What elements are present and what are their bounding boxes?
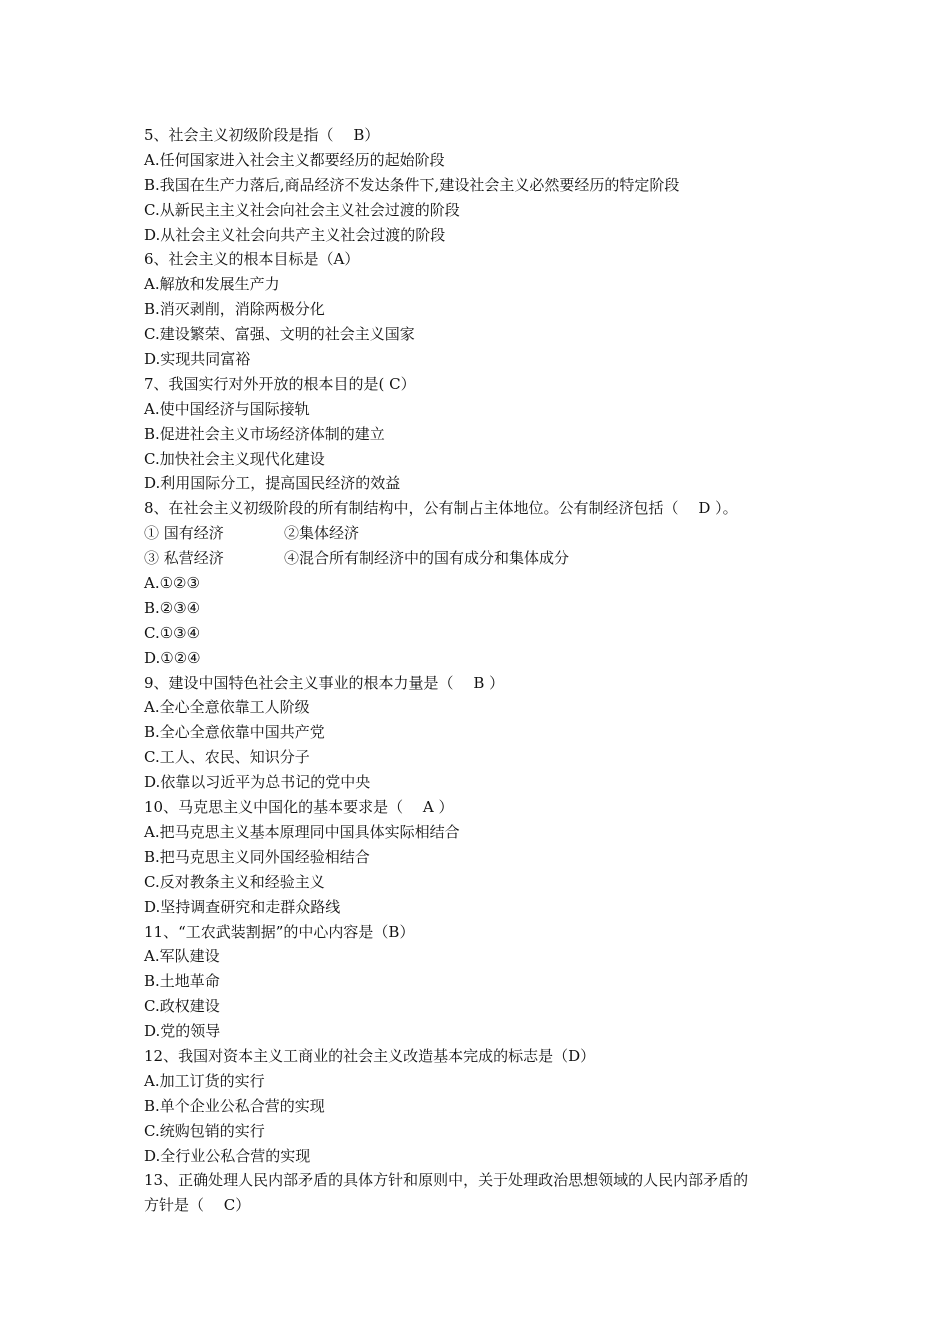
option-c: C.工人、农民、知识分子: [144, 748, 310, 767]
question-9: [144, 671, 824, 795]
sub-item: ① 国有经济: [144, 524, 224, 543]
question-stem: 13、正确处理人民内部矛盾的具体方针和原则中，关于处理政治思想领域的人民内部矛盾的: [144, 1171, 749, 1190]
option-d: D.党的领导: [144, 1022, 221, 1041]
option-b: B.把马克思主义同外国经验相结合: [144, 847, 370, 866]
option-c: C.反对教条主义和经验主义: [144, 872, 325, 891]
question-stem: 5、社会主义初级阶段是指（ B）: [144, 126, 380, 144]
question-stem: 7、我国实行对外开放的根本目的是( C）: [144, 374, 416, 393]
question-stem: 11、“工农武装割据”的中心内容是（B）: [144, 922, 415, 941]
option-c: C.从新民主主义社会向社会主义社会过渡的阶段: [144, 200, 460, 219]
question-10: [144, 795, 824, 919]
option-c: C.建设繁荣、富强、文明的社会主义国家: [144, 325, 415, 344]
option-a: A.加工订货的实行: [144, 1071, 265, 1090]
question-stem: 12、我国对资本主义工商业的社会主义改造基本完成的标志是（D）: [144, 1046, 596, 1065]
option-b: B.土地革命: [144, 972, 220, 991]
option-d: D.实现共同富裕: [144, 350, 251, 369]
option-d: D.利用国际分工，提高国民经济的效益: [144, 474, 401, 493]
question-stem: 6、社会主义的根本目标是（A）: [144, 250, 360, 269]
option-a: A.解放和发展生产力: [144, 275, 280, 294]
question-12: [144, 1044, 824, 1168]
option-a: A.使中国经济与国际接轨: [144, 399, 310, 418]
question-6: [144, 247, 824, 371]
option-d: D.坚持调查研究和走群众路线: [144, 897, 341, 916]
option-d: D.全行业公私合营的实现: [144, 1146, 311, 1165]
option-b: B.单个企业公私合营的实现: [144, 1096, 325, 1115]
option-b: B.我国在生产力落后,商品经济不发达条件下,建设社会主义必然要经历的特定阶段: [144, 175, 680, 194]
option-a: A.军队建设: [144, 947, 220, 966]
question-8: [144, 496, 824, 670]
option-a: A.把马克思主义基本原理同中国具体实际相结合: [144, 822, 460, 841]
question-7: [144, 372, 824, 496]
sub-item: ④混合所有制经济中的国有成分和集体成分: [284, 549, 570, 568]
option-d: D.①②④: [144, 648, 201, 667]
question-stem: 8、在社会主义初级阶段的所有制结构中，公有制占主体地位。公有制经济包括（ D ）。: [144, 499, 738, 518]
sub-item-row: [144, 546, 824, 571]
question-stem: 9、建设中国特色社会主义事业的根本力量是（ B ）: [144, 673, 505, 692]
question-stem-continued: 方针是（ C）: [144, 1196, 251, 1215]
option-c: C.政权建设: [144, 997, 220, 1016]
option-b: B.全心全意依靠中国共产党: [144, 723, 325, 742]
option-c: C.统购包销的实行: [144, 1121, 265, 1140]
question-5: [144, 123, 824, 247]
option-d: D.依靠以习近平为总书记的党中央: [144, 773, 371, 792]
question-11: [144, 920, 824, 1044]
sub-item: ③ 私营经济: [144, 549, 224, 568]
option-d: D.从社会主义社会向共产主义社会过渡的阶段: [144, 225, 446, 244]
option-a: A.任何国家进入社会主义都要经历的起始阶段: [144, 150, 445, 169]
question-stem: 10、马克思主义中国化的基本要求是（ A ）: [144, 798, 454, 817]
option-a: A.全心全意依靠工人阶级: [144, 698, 310, 717]
option-a: A.①②③: [144, 574, 200, 593]
option-b: B.消灭剥削，消除两极分化: [144, 300, 325, 319]
option-c: C.加快社会主义现代化建设: [144, 449, 325, 468]
option-b: B.促进社会主义市场经济体制的建立: [144, 424, 385, 443]
document-page: [144, 123, 824, 1218]
option-c: C.①③④: [144, 623, 201, 642]
sub-item-row: [144, 521, 824, 546]
option-b: B.②③④: [144, 598, 201, 617]
question-13: [144, 1168, 824, 1218]
sub-item: ②集体经济: [284, 524, 360, 543]
